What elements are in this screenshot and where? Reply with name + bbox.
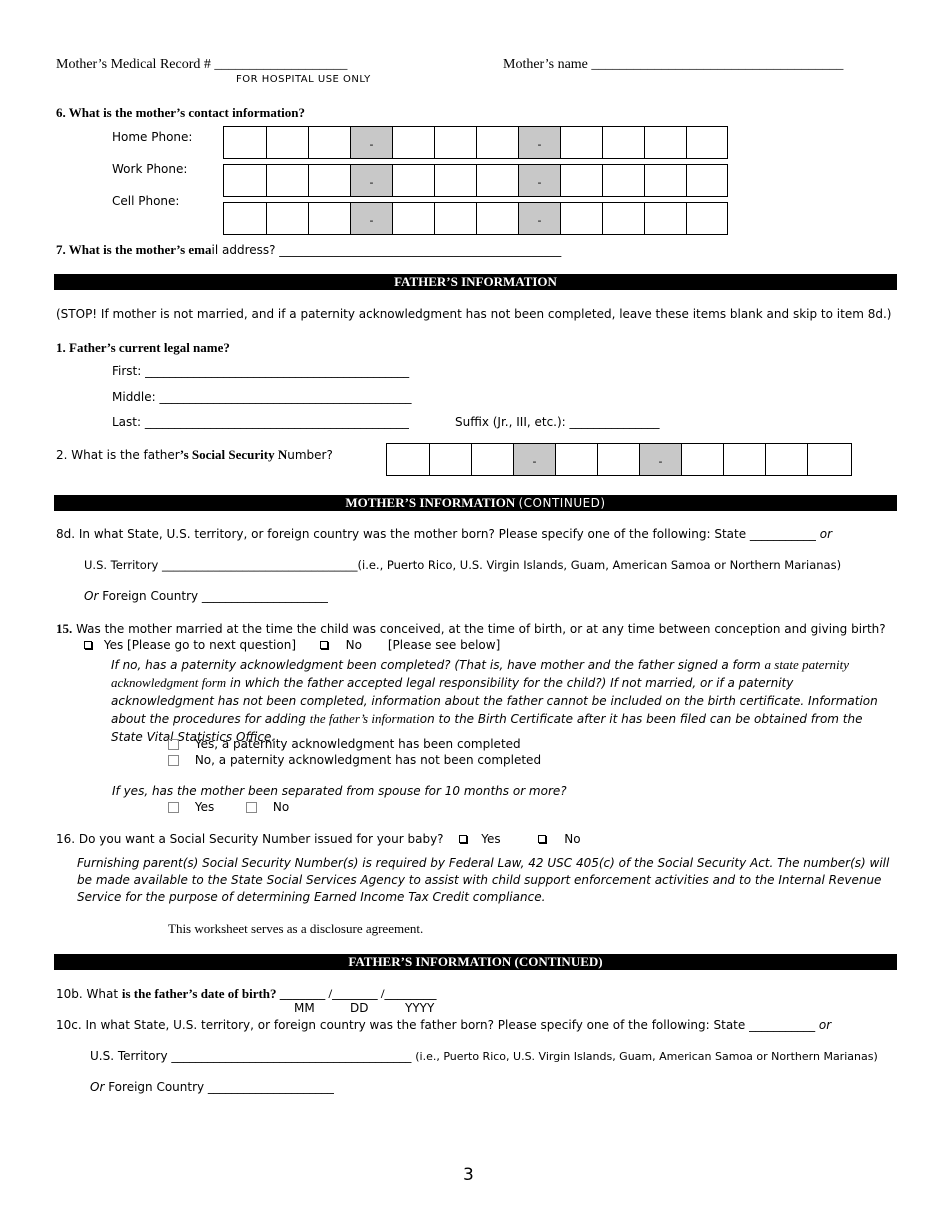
digit-cell[interactable]: [308, 203, 350, 234]
q16-yes-checkbox[interactable]: [459, 835, 467, 843]
separator-cell: -: [350, 127, 392, 158]
father-info-header: FATHER’S INFORMATION: [54, 274, 897, 290]
digit-cell[interactable]: [723, 444, 765, 475]
q10c-territory-note: (i.e., Puerto Rico, U.S. Virgin Islands, Guam, American Samoa or Northern Marianas): [415, 1050, 878, 1063]
q2-label-a: 2. What is the father: [56, 448, 180, 462]
digit-cell[interactable]: [224, 127, 266, 158]
digit-cell[interactable]: [266, 165, 308, 196]
q2-label-b: ’s Social Security N: [179, 447, 288, 462]
q15-text: Was the mother married at the time the child was conceived, at the time of birth, or at any time between conception and giving birth?: [72, 622, 886, 636]
q10b-dob-field[interactable]: [56, 986, 437, 1002]
q10c-or: or: [818, 1018, 832, 1032]
q10c-territory: U.S. Territory ________________________________________: [90, 1049, 416, 1063]
q8d-foreign-field[interactable]: [84, 589, 328, 603]
separated-question: If yes, has the mother been separated from spouse for 10 months or more?: [112, 784, 567, 798]
digit-cell[interactable]: [602, 203, 644, 234]
q15-num: 15.: [56, 621, 73, 636]
digit-cell[interactable]: [266, 203, 308, 234]
father-middle-name-field[interactable]: Middle: __________________________________________: [112, 390, 412, 404]
father-suffix-field[interactable]: Suffix (Jr., III, etc.): _______________: [455, 415, 660, 429]
digit-cell[interactable]: [681, 444, 723, 475]
dob-yyyy-label: YYYY: [405, 1001, 435, 1015]
digit-cell[interactable]: [560, 165, 602, 196]
digit-cell[interactable]: [224, 203, 266, 234]
digit-cell[interactable]: [686, 165, 727, 196]
mother-name-field[interactable]: Mother’s name ____________________________________: [503, 57, 844, 72]
q10b-a: 10b. W: [56, 987, 99, 1001]
q10b-c: is the father’s date of birth? _______ /_______ /________: [121, 986, 437, 1001]
separator-cell: -: [518, 127, 560, 158]
q15-no-label: No: [345, 638, 362, 652]
digit-cell[interactable]: [602, 127, 644, 158]
separated-yes-label: Yes: [194, 800, 215, 814]
q1-title: 1. Father’s current legal name?: [56, 340, 230, 355]
cell-phone-grid[interactable]: [223, 202, 728, 235]
q10c-foreign-field[interactable]: [90, 1080, 334, 1094]
disclosure-statement: This worksheet serves as a disclosure agreement.: [168, 921, 424, 936]
q16-question: [56, 832, 581, 846]
work-phone-grid[interactable]: [223, 164, 728, 197]
digit-cell[interactable]: [429, 444, 471, 475]
q8d-or: or: [819, 527, 833, 541]
paternity-yes-label: Yes, a paternity acknowledgment has been completed: [194, 737, 521, 751]
digit-cell[interactable]: [266, 127, 308, 158]
q15-p1: If no, has a paternity acknowledgment been completed? (That is, have mother and the father signed a form: [111, 658, 765, 672]
digit-cell[interactable]: [392, 165, 434, 196]
digit-cell[interactable]: [476, 203, 518, 234]
digit-cell[interactable]: [686, 127, 727, 158]
q16-no-checkbox[interactable]: [538, 835, 546, 843]
home-phone-grid[interactable]: [223, 126, 728, 159]
q10c-text: 10c. In what State, U.S. territory, or foreign country was the father born? Please specify one of the following: State ___________: [56, 1018, 819, 1032]
father-info-continued-header: FATHER’S INFORMATION (CONTINUED): [54, 954, 897, 970]
digit-cell[interactable]: [602, 165, 644, 196]
separated-yes-checkbox[interactable]: [168, 802, 179, 813]
q8d-text: 8d. In what State, U.S. territory, or foreign country was the mother born? Please specify one of the following: State ___________: [56, 527, 820, 541]
father-last-name-field[interactable]: Last: ____________________________________________: [112, 415, 409, 429]
dob-dd-label: DD: [350, 1001, 369, 1015]
paternity-no-checkbox[interactable]: [168, 755, 179, 766]
digit-cell[interactable]: [308, 127, 350, 158]
father-first-name-field[interactable]: First: ____________________________________________: [112, 364, 410, 378]
q15-p2: a state paternity acknowledgment form: [111, 657, 850, 690]
q7-email-field[interactable]: [56, 242, 561, 258]
work-phone-label: Work Phone:: [112, 162, 188, 176]
digit-cell[interactable]: [560, 127, 602, 158]
digit-cell[interactable]: [644, 165, 686, 196]
separator-cell: -: [350, 165, 392, 196]
paternity-no-option: [168, 753, 541, 767]
digit-cell[interactable]: [476, 127, 518, 158]
mother-info-continued-header: [54, 495, 897, 511]
medical-record-field[interactable]: Mother’s Medical Record # ___________________: [56, 57, 348, 72]
separator-cell: -: [639, 444, 681, 475]
father-ssn-grid[interactable]: [386, 443, 852, 476]
q15-paternity-paragraph: [111, 656, 895, 746]
q15-yes-label: Yes [Please go to next question]: [103, 638, 297, 652]
digit-cell[interactable]: [644, 203, 686, 234]
digit-cell[interactable]: [476, 165, 518, 196]
paternity-yes-option: [168, 737, 521, 751]
separator-cell: -: [518, 203, 560, 234]
mother-bar-a: MOTHER’S INFORMATION: [345, 495, 519, 510]
q15-question: [56, 621, 886, 637]
digit-cell[interactable]: [644, 127, 686, 158]
q16-text: 16. Do you want a Social Security Number issued for your baby?: [56, 832, 444, 846]
paternity-no-label: No, a paternity acknowledgment has not been completed: [194, 753, 542, 767]
digit-cell[interactable]: [224, 165, 266, 196]
digit-cell[interactable]: [597, 444, 639, 475]
digit-cell[interactable]: [560, 203, 602, 234]
hospital-use-note: FOR HOSPITAL USE ONLY: [236, 74, 371, 85]
separated-no-checkbox[interactable]: [246, 802, 257, 813]
digit-cell[interactable]: [765, 444, 807, 475]
digit-cell[interactable]: [471, 444, 513, 475]
q2-label-c: umber?: [287, 448, 333, 462]
q10c-territory-field[interactable]: [90, 1049, 878, 1063]
separator-cell: -: [350, 203, 392, 234]
q15-p4: the father’s informati: [309, 711, 420, 726]
q10c-foreign-text: Foreign Country _____________________: [104, 1080, 334, 1094]
q7-label-a: 7. What is the mother’s ema: [56, 242, 212, 257]
ssn-legal-note: Furnishing parent(s) Social Security Number(s) is required by Federal Law, 42 USC 405(c) of the Social Security Act. The number(s) will be made available to the State Social Services Agency to assist with child support enforcement activities and to the Internal Revenue Service for the purpose of determining Earned Income Tax Credit compliance.: [77, 856, 890, 904]
digit-cell[interactable]: [555, 444, 597, 475]
q15-p5: on to the Birth Certificate after it has been filed can be obtained from the State Vital Statistics Office.: [111, 712, 863, 744]
separated-no-label: No: [272, 800, 290, 814]
digit-cell[interactable]: [807, 444, 849, 475]
digit-cell[interactable]: [434, 127, 476, 158]
q2-title: [56, 447, 333, 463]
q16-no-label: No: [564, 832, 581, 846]
q15-no-checkbox[interactable]: [320, 641, 328, 649]
separator-cell: -: [513, 444, 555, 475]
dob-mm-label: MM: [294, 1001, 315, 1015]
q8d-territory-field[interactable]: U.S. Territory __________________________________(i.e., Puerto Rico, U.S. Virgin Islands, Guam, American Samoa or Northern Marianas): [84, 558, 842, 572]
q16-yes-label: Yes: [481, 832, 501, 846]
paternity-yes-checkbox[interactable]: [168, 739, 179, 750]
digit-cell[interactable]: [434, 203, 476, 234]
q6-title: 6. What is the mother’s contact information?: [56, 105, 306, 120]
q7-label-b: il address? _______________________________________________: [211, 243, 562, 257]
stop-note: (STOP! If mother is not married, and if a paternity acknowledgment has not been completed, leave these items blank and skip to item 8d.): [56, 307, 892, 321]
digit-cell[interactable]: [392, 127, 434, 158]
digit-cell[interactable]: [308, 165, 350, 196]
q10c-or2: Or: [90, 1080, 105, 1094]
digit-cell[interactable]: [686, 203, 727, 234]
q15-p3: in which the father accepted legal responsibility for the child?) If not married, or if a paternity acknowledgment has not been completed, information about the father cannot be included on the birth certificate. Information about the procedures for adding: [111, 676, 878, 726]
q10b-b: hat: [98, 987, 122, 1001]
q8d-foreign-text: Foreign Country _____________________: [98, 589, 328, 603]
digit-cell[interactable]: [392, 203, 434, 234]
home-phone-label: Home Phone:: [112, 130, 193, 144]
q15-options: [84, 638, 500, 652]
q15-please-see: [Please see below]: [387, 638, 501, 652]
q8d-or2: Or: [84, 589, 99, 603]
separated-options: [168, 800, 289, 814]
mother-bar-b: (CONTINUED): [518, 496, 606, 510]
separator-cell: -: [518, 165, 560, 196]
q8d-question[interactable]: [56, 527, 832, 541]
q10c-question[interactable]: [56, 1018, 831, 1032]
digit-cell[interactable]: [434, 165, 476, 196]
page-number: 3: [463, 1165, 474, 1185]
cell-phone-label: Cell Phone:: [112, 194, 180, 208]
q15-yes-checkbox[interactable]: [84, 641, 92, 649]
digit-cell[interactable]: [387, 444, 429, 475]
